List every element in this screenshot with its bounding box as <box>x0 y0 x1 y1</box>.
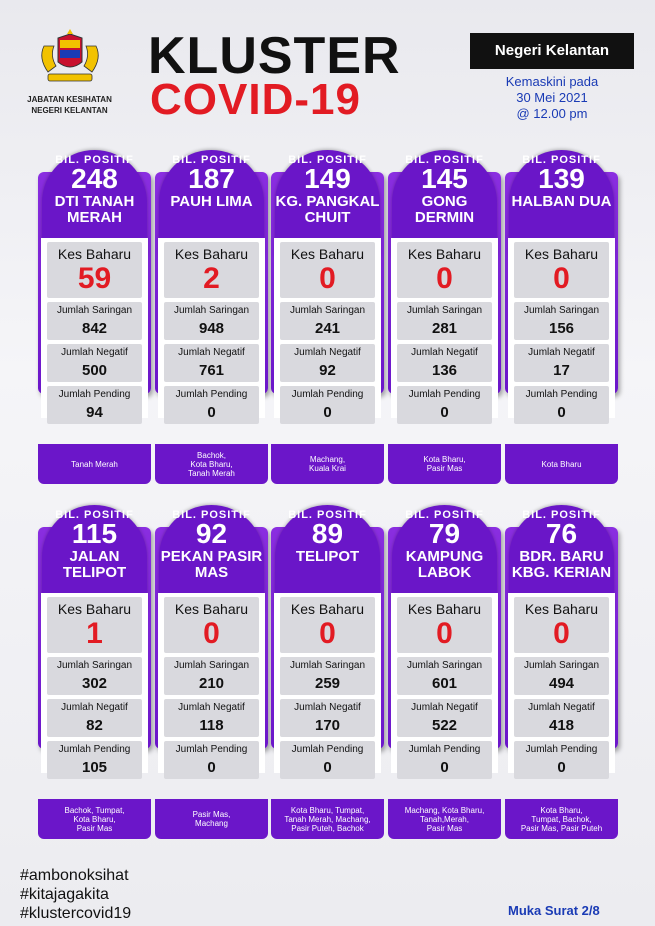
positive-count: 248 <box>71 163 118 194</box>
new-cases-value: 0 <box>553 262 570 295</box>
new-cases-value: 2 <box>203 262 220 295</box>
stats-panel <box>158 593 265 776</box>
kes-baharu-label: Kes Baharu <box>57 601 132 617</box>
positive-count: 92 <box>195 518 228 549</box>
affected-areas: Bachok, Kota Bharu, Tanah Merah <box>155 444 268 484</box>
new-cases-value: 0 <box>436 262 453 295</box>
positive-count: 149 <box>304 163 351 194</box>
jumlah-saringan-label: Jumlah Saringan <box>523 305 600 316</box>
kes-baharu-label: Kes Baharu <box>174 246 249 262</box>
screening-value: 494 <box>548 675 575 692</box>
jumlah-negatif-label: Jumlah Negatif <box>294 347 361 358</box>
kes-baharu-label: Kes Baharu <box>290 246 365 262</box>
negative-value: 522 <box>431 717 458 734</box>
new-cases-value: 0 <box>203 617 220 650</box>
pending-value: 0 <box>557 404 566 421</box>
title-covid: COVID-19 <box>150 75 361 124</box>
negative-value: 500 <box>81 362 108 379</box>
jumlah-negatif-label: Jumlah Negatif <box>528 702 595 713</box>
jumlah-saringan-label: Jumlah Saringan <box>406 305 483 316</box>
new-cases-value: 59 <box>77 262 112 295</box>
stats-panel <box>508 593 615 776</box>
negative-value: 418 <box>548 717 575 734</box>
screening-value: 241 <box>314 320 341 337</box>
pending-value: 0 <box>207 759 216 776</box>
negative-value: 92 <box>319 362 336 379</box>
screening-value: 842 <box>81 320 108 337</box>
pending-value: 105 <box>81 759 108 776</box>
negative-value: 82 <box>86 717 103 734</box>
jumlah-saringan-label: Jumlah Saringan <box>173 660 250 671</box>
cluster-name: DTI TANAH MERAH <box>54 193 135 226</box>
page-number: Muka Surat 2/8 <box>508 903 600 918</box>
coat-of-arms-icon <box>30 28 110 90</box>
cluster-card <box>155 505 268 840</box>
pending-value: 0 <box>557 759 566 776</box>
new-cases-value: 0 <box>436 617 453 650</box>
stats-panel <box>391 238 498 421</box>
negative-value: 17 <box>553 362 570 379</box>
cluster-name: PAUH LIMA <box>170 193 253 210</box>
department-name <box>12 94 127 116</box>
jumlah-pending-label: Jumlah Pending <box>175 744 248 755</box>
positive-count: 79 <box>428 518 461 549</box>
jumlah-pending-label: Jumlah Pending <box>408 744 481 755</box>
bil-positif-label: BIL. POSITIF <box>522 509 601 521</box>
screening-value: 210 <box>198 675 225 692</box>
cluster-name: KAMPUNG LABOK <box>405 548 484 581</box>
cluster-card <box>271 505 384 840</box>
stats-panel <box>274 593 381 776</box>
negative-value: 118 <box>199 717 224 734</box>
department-line-2: NEGERI KELANTAN <box>31 106 108 115</box>
new-cases-value: 1 <box>86 617 103 650</box>
screening-value: 948 <box>198 320 225 337</box>
bil-positif-label: BIL. POSITIF <box>288 509 367 521</box>
negative-value: 136 <box>431 362 458 379</box>
bil-positif-label: BIL. POSITIF <box>405 154 484 166</box>
affected-areas: Bachok, Tumpat, Kota Bharu, Pasir Mas <box>38 799 151 839</box>
cluster-card <box>388 150 501 485</box>
pending-value: 0 <box>323 404 332 421</box>
bil-positif-label: BIL. POSITIF <box>522 154 601 166</box>
pending-value: 0 <box>207 404 216 421</box>
cluster-card <box>271 150 384 485</box>
jumlah-negatif-label: Jumlah Negatif <box>294 702 361 713</box>
kes-baharu-label: Kes Baharu <box>407 246 482 262</box>
stats-panel <box>158 238 265 421</box>
cluster-name: PEKAN PASIR MAS <box>160 548 263 581</box>
cluster-card <box>505 505 618 840</box>
jumlah-pending-label: Jumlah Pending <box>525 389 598 400</box>
new-cases-value: 0 <box>319 617 336 650</box>
cluster-name: HALBAN DUA <box>511 193 612 210</box>
jumlah-pending-label: Jumlah Pending <box>291 744 364 755</box>
jumlah-negatif-label: Jumlah Negatif <box>528 347 595 358</box>
state-badge: Negeri Kelantan <box>470 33 634 69</box>
affected-areas: Kota Bharu <box>505 444 618 484</box>
bil-positif-label: BIL. POSITIF <box>405 509 484 521</box>
cluster-card <box>388 505 501 840</box>
positive-count: 115 <box>71 518 118 549</box>
jumlah-saringan-label: Jumlah Saringan <box>56 660 133 671</box>
cluster-name: GONG DERMIN <box>414 193 475 226</box>
hashtags: #ambonoksihat #kitajagakita #klustercovid19 <box>20 867 132 922</box>
updated-line-1: Kemaskini pada <box>505 74 599 89</box>
cluster-name: TELIPOT <box>295 548 360 565</box>
jumlah-pending-label: Jumlah Pending <box>58 744 131 755</box>
bil-positif-label: BIL. POSITIF <box>288 154 367 166</box>
kes-baharu-label: Kes Baharu <box>524 246 599 262</box>
pending-value: 94 <box>86 404 103 421</box>
stats-panel <box>391 593 498 776</box>
affected-areas: Machang, Kota Bharu, Tanah,Merah, Pasir Mas <box>388 799 501 839</box>
cluster-card <box>38 505 151 840</box>
kes-baharu-label: Kes Baharu <box>174 601 249 617</box>
header <box>0 0 655 140</box>
updated-line-2: 30 Mei 2021 <box>516 90 588 105</box>
affected-areas: Pasir Mas, Machang <box>155 799 268 839</box>
screening-value: 302 <box>81 675 108 692</box>
department-line-1: JABATAN KESIHATAN <box>27 95 112 104</box>
affected-areas: Kota Bharu, Tumpat, Tanah Merah, Machang, Pasir Puteh, Bachok <box>271 799 384 839</box>
jumlah-saringan-label: Jumlah Saringan <box>289 660 366 671</box>
jumlah-saringan-label: Jumlah Saringan <box>173 305 250 316</box>
jumlah-pending-label: Jumlah Pending <box>175 389 248 400</box>
affected-areas: Tanah Merah <box>38 444 151 484</box>
jumlah-saringan-label: Jumlah Saringan <box>56 305 133 316</box>
screening-value: 601 <box>431 675 458 692</box>
kes-baharu-label: Kes Baharu <box>57 246 132 262</box>
jumlah-pending-label: Jumlah Pending <box>408 389 481 400</box>
positive-count: 139 <box>538 163 585 194</box>
cluster-name: JALAN TELIPOT <box>62 548 127 581</box>
cluster-name: BDR. BARU KBG. KERIAN <box>511 548 612 581</box>
jumlah-pending-label: Jumlah Pending <box>291 389 364 400</box>
kes-baharu-label: Kes Baharu <box>290 601 365 617</box>
stats-panel <box>41 238 148 421</box>
bil-positif-label: BIL. POSITIF <box>55 154 134 166</box>
jumlah-negatif-label: Jumlah Negatif <box>411 702 478 713</box>
bil-positif-label: BIL. POSITIF <box>172 154 251 166</box>
title-kluster: KLUSTER <box>148 27 401 85</box>
affected-areas: Kota Bharu, Pasir Mas <box>388 444 501 484</box>
jumlah-saringan-label: Jumlah Saringan <box>406 660 483 671</box>
pending-value: 0 <box>440 404 449 421</box>
stats-panel <box>508 238 615 421</box>
cluster-name: KG. PANGKAL CHUIT <box>275 193 380 226</box>
pending-value: 0 <box>323 759 332 776</box>
affected-areas: Kota Bharu, Tumpat, Bachok, Pasir Mas, Pasir Puteh <box>505 799 618 839</box>
updated-line-3: @ 12.00 pm <box>516 106 588 121</box>
jumlah-pending-label: Jumlah Pending <box>525 744 598 755</box>
jumlah-negatif-label: Jumlah Negatif <box>61 702 128 713</box>
kes-baharu-label: Kes Baharu <box>524 601 599 617</box>
negative-value: 170 <box>314 717 341 734</box>
kes-baharu-label: Kes Baharu <box>407 601 482 617</box>
negative-value: 761 <box>198 362 225 379</box>
cluster-card <box>505 150 618 485</box>
positive-count: 187 <box>188 163 235 194</box>
cluster-card <box>38 150 151 485</box>
positive-count: 89 <box>311 518 344 549</box>
bil-positif-label: BIL. POSITIF <box>55 509 134 521</box>
jumlah-negatif-label: Jumlah Negatif <box>61 347 128 358</box>
affected-areas: Machang, Kuala Krai <box>271 444 384 484</box>
screening-value: 281 <box>431 320 458 337</box>
jumlah-saringan-label: Jumlah Saringan <box>523 660 600 671</box>
new-cases-value: 0 <box>553 617 570 650</box>
stats-panel <box>274 238 381 421</box>
positive-count: 145 <box>421 163 468 194</box>
screening-value: 156 <box>548 320 575 337</box>
jumlah-negatif-label: Jumlah Negatif <box>178 347 245 358</box>
cluster-card <box>155 150 268 485</box>
update-timestamp <box>470 74 634 122</box>
positive-count: 76 <box>545 518 578 549</box>
bil-positif-label: BIL. POSITIF <box>172 509 251 521</box>
pending-value: 0 <box>440 759 449 776</box>
new-cases-value: 0 <box>319 262 336 295</box>
jumlah-saringan-label: Jumlah Saringan <box>289 305 366 316</box>
jumlah-pending-label: Jumlah Pending <box>58 389 131 400</box>
jumlah-negatif-label: Jumlah Negatif <box>178 702 245 713</box>
stats-panel <box>41 593 148 776</box>
jumlah-negatif-label: Jumlah Negatif <box>411 347 478 358</box>
screening-value: 259 <box>314 675 341 692</box>
